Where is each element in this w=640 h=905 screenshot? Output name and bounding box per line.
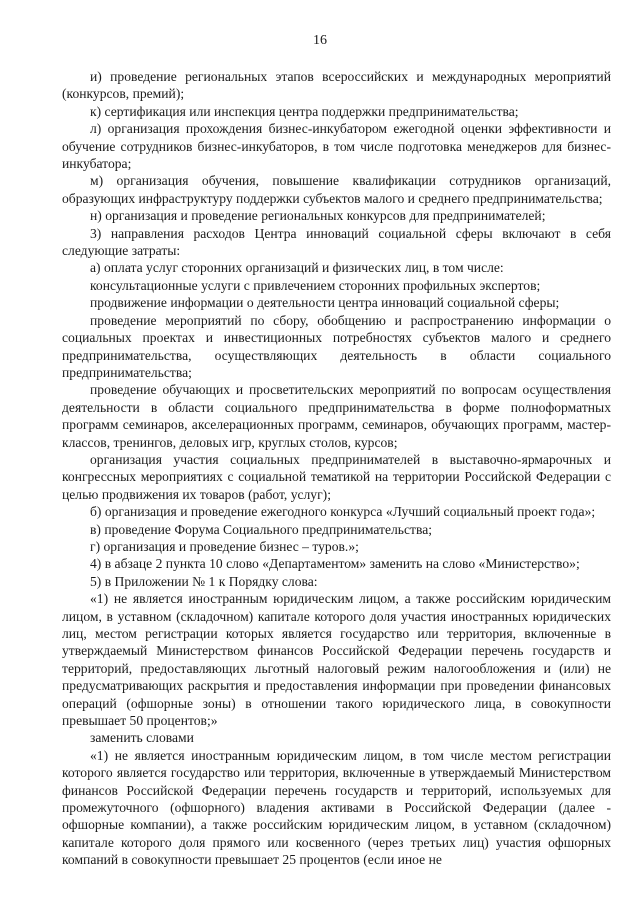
paragraph: и) проведение региональных этапов всероссийских и международных мероприятий (конкурсов, премий); (62, 69, 611, 102)
paragraph: в) проведение Форума Социального предпринимательства; (90, 521, 433, 537)
paragraph: б) организация и проведение ежегодного конкурса «Лучший социальный проект года»; (90, 504, 596, 520)
paragraph: 3) направления расходов Центра инноваций социальной сферы включают в себя следующие затраты: (62, 225, 611, 259)
page-number: 16 (313, 33, 327, 48)
paragraph: 5) в Приложении № 1 к Порядку слова: (90, 573, 318, 589)
document-body (62, 68, 611, 869)
paragraph: к) сертификация или инспекция центра поддержки предпринимательства; (90, 103, 519, 119)
paragraph: м) организация обучения, повышение квалификации сотрудников организаций, образующих инфраструктуру поддержки субъектов малого и среднего предпринимательства; (62, 173, 611, 206)
paragraph: г) организация и проведение бизнес – туров.»; (90, 538, 359, 554)
paragraph: 4) в абзаце 2 пункта 10 слово «Департаментом» заменить на слово «Министерство»; (90, 556, 580, 572)
paragraph: продвижение информации о деятельности центра инноваций социальной сферы; (90, 295, 560, 311)
paragraph: проведение обучающих и просветительских мероприятий по вопросам осуществления деятельности в области социального предпринимательства в форме полноформатных программ семинаров, акселерационных программ, семинаров, обучающих программ, мастер-классов, тренингов, деловых игр, круглых столов, курсов; (62, 382, 611, 450)
paragraph: консультационные услуги с привлечением сторонних профильных экспертов; (90, 277, 541, 293)
paragraph: л) организация прохождения бизнес-инкубатором ежегодной оценки эффективности и обучение сотрудников бизнес-инкубаторов, в том числе подготовка менеджеров для бизнес-инкубатора; (62, 121, 611, 172)
paragraph: н) организация и проведение региональных конкурсов для предпринимателей; (90, 208, 546, 224)
paragraph: заменить словами (90, 730, 194, 746)
paragraph: «1) не является иностранным юридическим лицом, в том числе местом регистрации которого является государство или территория, включенные в утверждаемый Министерством финансов Российской Федерации перечень государств и территорий, используемых для промежуточного (офшорного) владения активами в Российской Федерации (далее - офшорные компании), а также российским юридическим лицом, в уставном (складочном) капитале которого доля прямого или косвенного (через третьих лиц) участия офшорных компаний в совокупности превышает 25 процентов (если иное не (62, 747, 611, 868)
paragraph: а) оплата услуг сторонних организаций и физических лиц, в том числе: (90, 260, 504, 276)
paragraph: проведение мероприятий по сбору, обобщению и распространению информации о социальных проектах и инвестиционных потребностях субъектов малого и среднего предпринимательства, осуществляющих деятельность в области социального предпринимательства; (62, 312, 611, 380)
paragraph: «1) не является иностранным юридическим лицом, а также российским юридическим лицом, в уставном (складочном) капитале которого доля участия иностранных юридических лиц, местом регистрации которых является государство или территория, включенные в утверждаемый Министерством финансов Российской Федерации перечень государств и территорий, предоставляющих льготный налоговый режим налогообложения и (или) не предусматривающих раскрытия и предоставления информации при проведении финансовых операций (офшорные зоны) в отношении такого юридического лица, в совокупности превышает 50 процентов;» (62, 591, 611, 729)
paragraph: организация участия социальных предпринимателей в выставочно-ярмарочных и конгрессных мероприятиях с социальной тематикой на территории Российской Федерации с целью продвижения их товаров (работ, услуг); (62, 451, 611, 502)
